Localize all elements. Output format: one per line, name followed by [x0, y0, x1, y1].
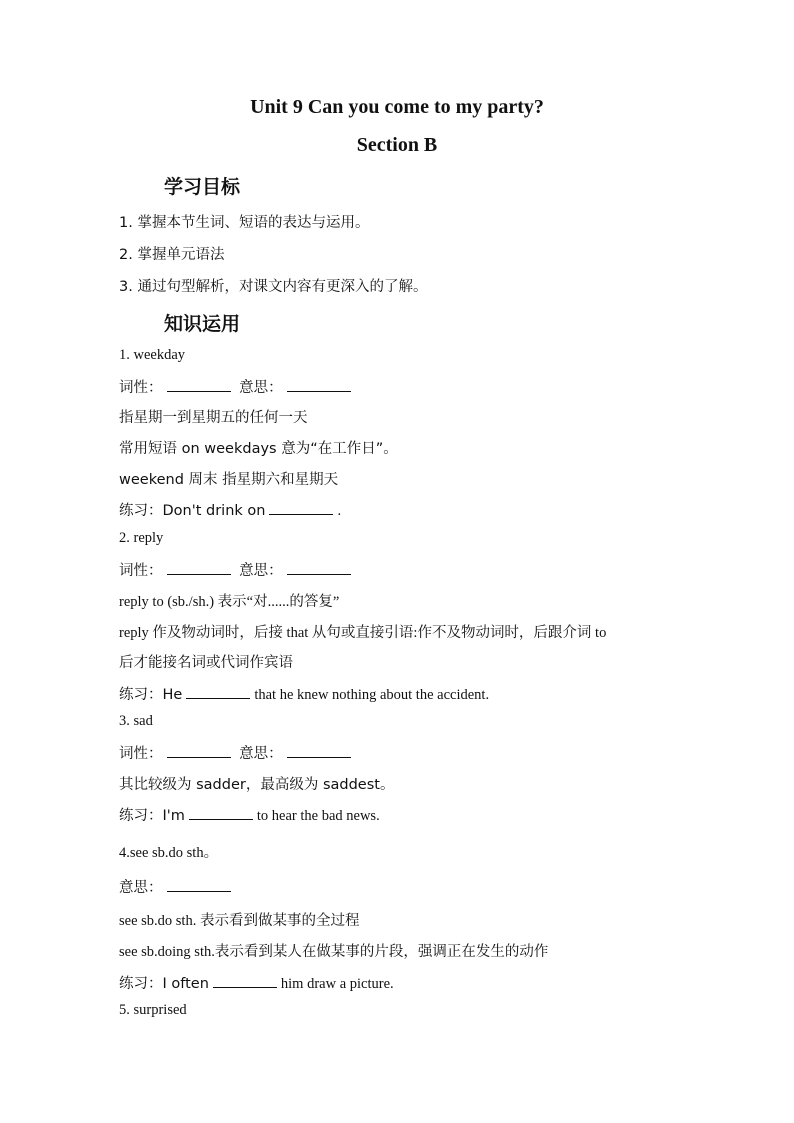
practice-text-a: 练习：I often — [119, 976, 209, 992]
item-weekday-note-1: 指星期一到星期五的任何一天 — [119, 410, 308, 426]
item-surprised-head: 5. surprised — [119, 1002, 187, 1018]
meaning-label: 意思： — [239, 563, 283, 579]
document-title: Unit 9 Can you come to my party? — [250, 96, 544, 118]
item-see-practice — [119, 972, 394, 993]
item-see-fields — [119, 876, 235, 897]
practice-text-a: 练习：He — [119, 687, 183, 703]
meaning-label: 意思： — [239, 380, 283, 396]
item-weekday-note-2: 常用短语 on weekdays 意为“在工作日”。 — [119, 441, 398, 457]
practice-text-a: 练习：I'm — [119, 808, 185, 824]
objectives-heading: 学习目标 — [164, 176, 241, 198]
practice-text-a: 练习：Don't drink on — [119, 503, 266, 519]
pos-label: 词性： — [119, 563, 163, 579]
pos-blank — [167, 379, 231, 392]
practice-blank — [186, 686, 250, 699]
item-reply-note-3: 后才能接名词或代词作宾语 — [119, 655, 293, 671]
objective-3: 3. 通过句型解析，对课文内容有更深入的了解。 — [119, 279, 428, 295]
meaning-blank — [287, 745, 351, 758]
item-reply-note-2: reply 作及物动词时，后接 that 从句或直接引语:作不及物动词时，后跟介词 to — [119, 625, 607, 641]
objective-1: 1. 掌握本节生词、短语的表达与运用。 — [119, 215, 370, 231]
knowledge-heading: 知识运用 — [164, 313, 241, 335]
practice-blank — [189, 807, 253, 820]
practice-blank — [269, 502, 333, 515]
item-weekday-practice — [119, 499, 341, 520]
item-reply-head: 2. reply — [119, 530, 164, 546]
pos-blank — [167, 745, 231, 758]
meaning-label: 意思： — [119, 880, 163, 896]
item-sad-head: 3. sad — [119, 713, 153, 729]
item-weekday-fields — [119, 376, 355, 397]
item-reply-note-1: reply to (sb./sh.) 表示“对......的答复” — [119, 594, 340, 610]
item-see-note-1: see sb.do sth. 表示看到做某事的全过程 — [119, 913, 360, 929]
pos-label: 词性： — [119, 746, 163, 762]
item-see-note-2: see sb.doing sth.表示看到某人在做某事的片段，强调正在发生的动作 — [119, 944, 549, 960]
practice-text-b: him draw a picture. — [280, 976, 394, 992]
item-weekday-note-3: weekend 周末 指星期六和星期天 — [119, 472, 339, 488]
objective-2: 2. 掌握单元语法 — [119, 247, 225, 263]
practice-text-b: to hear the bad news. — [256, 808, 380, 824]
item-see-head: 4.see sb.do sth。 — [119, 845, 219, 861]
practice-blank — [213, 975, 277, 988]
meaning-label: 意思： — [239, 746, 283, 762]
document-subtitle: Section B — [356, 134, 438, 156]
item-reply-practice — [119, 683, 489, 704]
pos-label: 词性： — [119, 380, 163, 396]
practice-text-b: . — [337, 503, 342, 519]
item-sad-fields — [119, 742, 355, 763]
item-sad-note-1: 其比较级为 sadder，最高级为 saddest。 — [119, 777, 395, 793]
item-sad-practice — [119, 804, 380, 825]
practice-text-b: that he knew nothing about the accident. — [254, 687, 490, 703]
item-reply-fields — [119, 559, 355, 580]
meaning-blank — [287, 562, 351, 575]
pos-blank — [167, 562, 231, 575]
meaning-blank — [287, 379, 351, 392]
item-weekday-head: 1. weekday — [119, 347, 186, 363]
meaning-blank — [167, 879, 231, 892]
